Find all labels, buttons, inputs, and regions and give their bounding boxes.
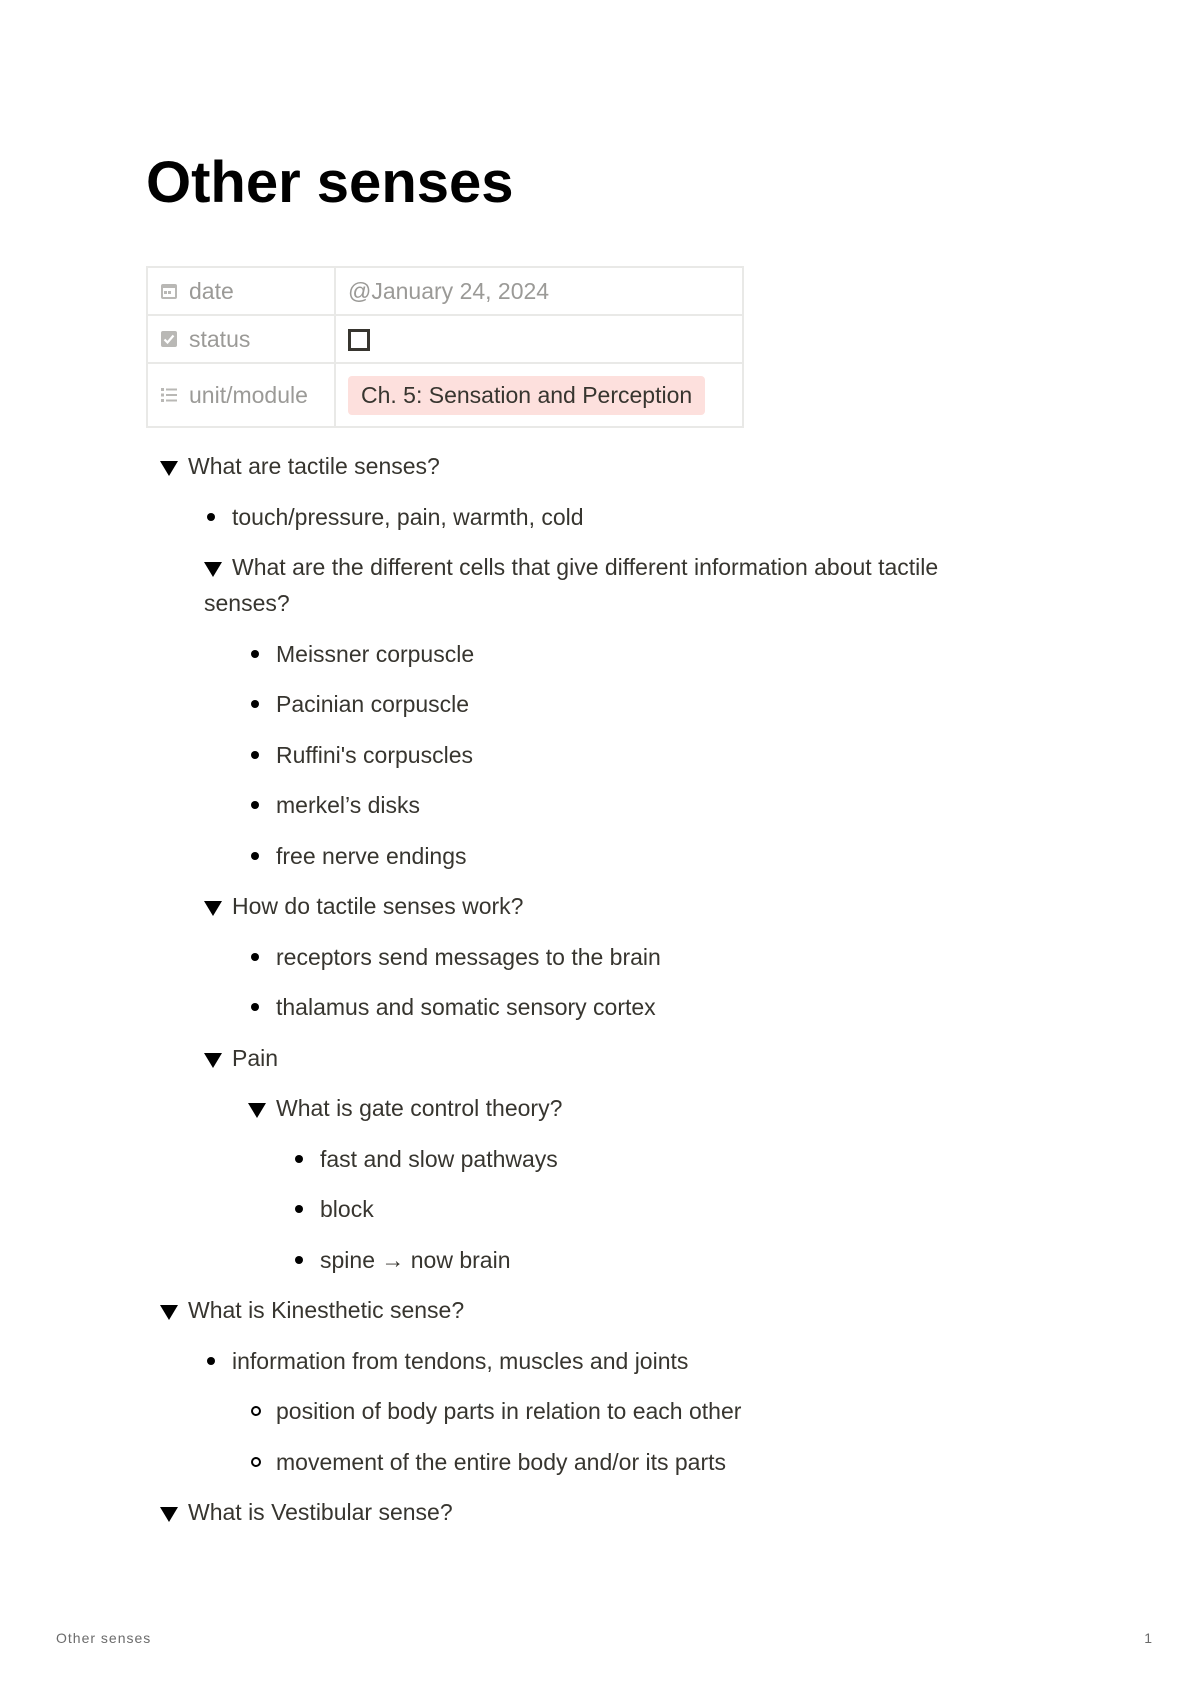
- property-value-cell[interactable]: [335, 363, 743, 427]
- list-icon: [160, 386, 178, 404]
- list-item: [204, 499, 1020, 535]
- list-item-text: fast and slow pathways: [320, 1145, 558, 1172]
- outline: [160, 448, 1020, 1545]
- list-item: [248, 989, 1020, 1025]
- list-item-text: merkel’s disks: [276, 792, 420, 818]
- toggle-item[interactable]: [160, 448, 1020, 484]
- toggle-label: What is Vestibular sense?: [188, 1499, 453, 1525]
- list-item: [248, 939, 1020, 975]
- property-value-cell[interactable]: [335, 315, 743, 363]
- toggle-label: What is Kinesthetic sense?: [188, 1297, 465, 1323]
- page-title: Other senses: [146, 150, 514, 215]
- toggle-label: What are the different cells that give different information about tactile senses?: [204, 554, 939, 616]
- bullet-icon: [251, 852, 259, 860]
- bullet-icon: [251, 1003, 259, 1011]
- list-item: [292, 1242, 1020, 1278]
- list-item-text: block: [320, 1196, 374, 1222]
- property-key-cell: [147, 363, 335, 427]
- list-item-text: information from tendons, muscles and joints: [232, 1347, 689, 1374]
- property-key-cell: [147, 315, 335, 363]
- property-row-date: [147, 267, 743, 315]
- toggle-item[interactable]: [204, 549, 1020, 621]
- toggle-triangle-icon[interactable]: [248, 1103, 266, 1118]
- property-key-status: status: [189, 325, 251, 352]
- list-item: [248, 686, 1020, 722]
- list-item: [248, 636, 1020, 672]
- bullet-icon: [251, 700, 259, 708]
- list-item: [204, 1343, 1020, 1379]
- list-item: [248, 838, 1020, 874]
- toggle-triangle-icon[interactable]: [204, 562, 222, 577]
- toggle-label: What is gate control theory?: [276, 1095, 563, 1121]
- toggle-triangle-icon[interactable]: [160, 1507, 178, 1522]
- bullet-icon: [251, 953, 259, 961]
- list-item-text: Meissner corpuscle: [276, 640, 475, 667]
- toggle-triangle-icon[interactable]: [160, 1305, 178, 1320]
- bullet-icon: [295, 1155, 303, 1163]
- list-item: [248, 787, 1020, 823]
- toggle-label: How do tactile senses work?: [232, 893, 524, 919]
- list-item-text: Ruffini's corpuscles: [276, 741, 473, 768]
- list-item-text: spine → now brain: [320, 1246, 511, 1273]
- bullet-icon: [251, 751, 259, 759]
- page-number: 1: [1144, 1630, 1152, 1646]
- list-item: [248, 1444, 1020, 1480]
- property-row-status: [147, 315, 743, 363]
- list-item-text: Pacinian corpuscle: [276, 691, 470, 717]
- property-value-cell[interactable]: [335, 267, 743, 315]
- bullet-icon: [207, 513, 215, 521]
- list-item-text: movement of the entire body and/or its parts: [276, 1448, 727, 1475]
- toggle-triangle-icon[interactable]: [204, 901, 222, 916]
- property-row-unit-module: [147, 363, 743, 427]
- footer-title: Other senses: [56, 1630, 152, 1646]
- bullet-icon: [295, 1256, 303, 1264]
- property-key-unit-module: unit/module: [189, 381, 308, 408]
- bullet-icon: [295, 1205, 303, 1213]
- list-item-text: position of body parts in relation to each other: [276, 1398, 742, 1424]
- toggle-item[interactable]: [160, 1494, 1020, 1530]
- list-item-text: thalamus and somatic sensory cortex: [276, 994, 656, 1020]
- toggle-label: Pain: [232, 1044, 279, 1071]
- toggle-item[interactable]: [204, 888, 1020, 924]
- toggle-item[interactable]: [160, 1292, 1020, 1328]
- toggle-item[interactable]: [204, 1040, 1020, 1076]
- toggle-triangle-icon[interactable]: [160, 461, 178, 476]
- checkbox-property-icon: [160, 330, 178, 348]
- property-key-cell: [147, 267, 335, 315]
- bullet-icon: [207, 1357, 215, 1365]
- list-item-text: touch/pressure, pain, warmth, cold: [232, 503, 584, 530]
- date-value[interactable]: @January 24, 2024: [348, 277, 550, 304]
- property-key-date: date: [189, 277, 234, 304]
- calendar-icon: [160, 282, 178, 300]
- toggle-label: What are tactile senses?: [188, 453, 440, 479]
- status-checkbox[interactable]: [348, 329, 370, 351]
- hollow-bullet-icon: [251, 1406, 261, 1416]
- bullet-icon: [251, 650, 259, 658]
- list-item: [248, 737, 1020, 773]
- hollow-bullet-icon: [251, 1457, 261, 1467]
- bullet-icon: [251, 801, 259, 809]
- list-item-text: receptors send messages to the brain: [276, 943, 661, 970]
- toggle-item[interactable]: [248, 1090, 1020, 1126]
- unit-module-tag[interactable]: Ch. 5: Sensation and Perception: [348, 376, 705, 415]
- list-item: [248, 1393, 1020, 1429]
- list-item: [292, 1191, 1020, 1227]
- list-item: [292, 1141, 1020, 1177]
- toggle-triangle-icon[interactable]: [204, 1053, 222, 1068]
- properties-table: [146, 266, 744, 428]
- list-item-text: free nerve endings: [276, 842, 467, 869]
